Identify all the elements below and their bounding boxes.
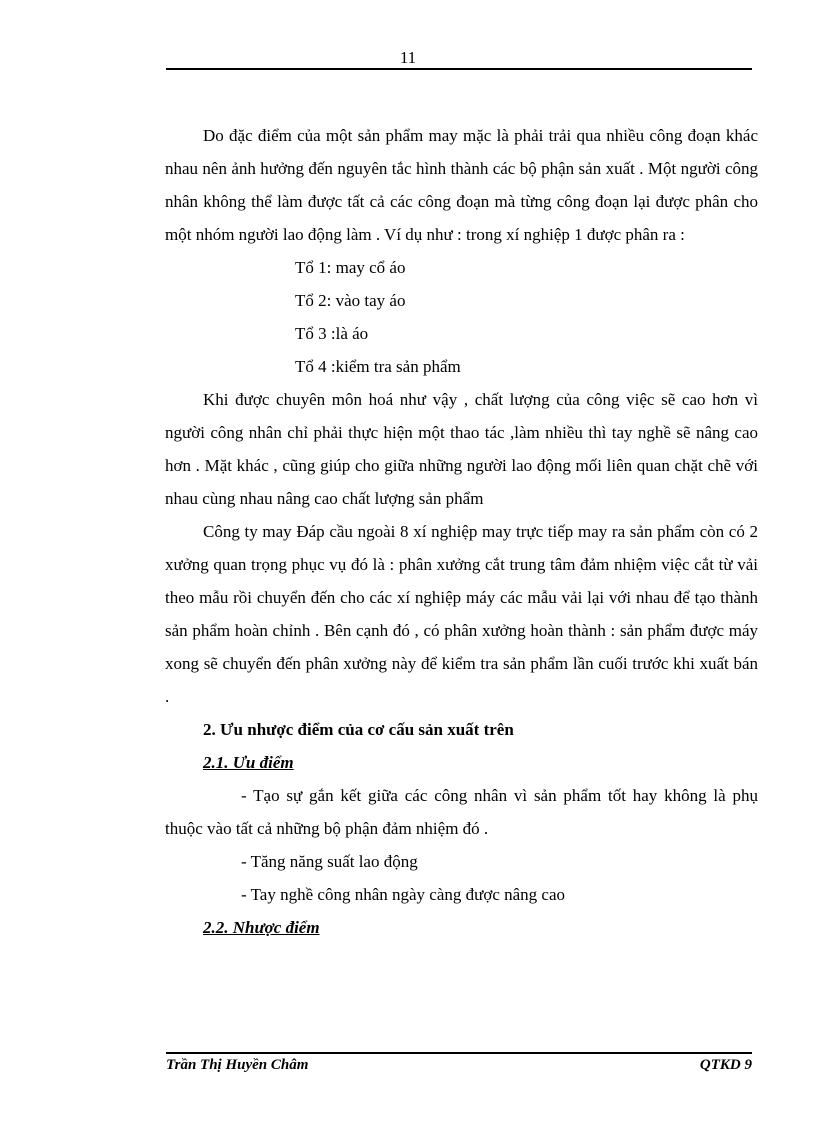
header-rule [166, 68, 752, 70]
paragraph-specialization: Khi được chuyên môn hoá như vậy , chất lượng của công việc sẽ cao hơn vì người công nhân chỉ phải thực hiện một thao tác ,làm nhiều thì tay nghề sẽ nâng cao hơn . Mặt khác , cũng giúp cho giữa những người lao động mối liên quan chặt chẽ với nhau cùng nhau nâng cao chất lượng sản phẩm [165, 390, 758, 508]
advantage-item-2: - Tăng năng suất lao động [241, 852, 418, 871]
team-item-2: Tổ 2: vào tay áo [295, 291, 406, 310]
team-item-3: Tổ 3 :là áo [295, 324, 369, 343]
team-item-1: Tổ 1: may cổ áo [295, 258, 406, 277]
paragraph-company-workshops: Công ty may Đáp cầu ngoài 8 xí nghiệp may trực tiếp may ra sản phẩm còn có 2 xưởng quan trọng phục vụ đó là : phân xưởng cắt trung tâm đảm nhiệm việc cắt từ vải theo mẫu rồi chuyển đến cho các xí nghiệp máy các mẫu vải lại với nhau để tạo thành sản phẩm hoàn chỉnh . Bên cạnh đó , có phân xưởng hoàn thành : sản phẩm được máy xong sẽ chuyển đến phân xưởng này để kiểm tra sản phẩm lần cuối trước khi xuất bán . [165, 522, 758, 706]
paragraph-production-stages: Do đặc điểm của một sản phẩm may mặc là phải trải qua nhiều công đoạn khác nhau nên ảnh hưởng đến nguyên tắc hình thành các bộ phận sản xuất . Một người công nhân không thể làm được tất cả các công đoạn mà từng công đoạn lại được phân cho một nhóm người lao động làm . Ví dụ như : trong xí nghiệp 1 được phân ra : [165, 126, 758, 244]
page-number: 11 [399, 48, 417, 67]
footer-author: Trần Thị Huyền Châm [166, 1057, 309, 1073]
advantage-item-3: - Tay nghề công nhân ngày càng được nâng cao [241, 885, 566, 904]
team-item-4: Tổ 4 :kiểm tra sản phẩm [295, 357, 461, 376]
subheading-disadvantages: 2.2. Nhược điểm [203, 918, 320, 937]
advantage-item-1: - Tạo sự gắn kết giữa các công nhân vì sản phẩm tốt hay không là phụ thuộc vào tất cả những bộ phận đảm nhiệm đó . [165, 786, 758, 838]
footer-class-code: QTKD 9 [699, 1057, 752, 1073]
document-body [165, 119, 758, 944]
section-heading-pros-cons: 2. Ưu nhược điểm của cơ cấu sản xuất trên [203, 720, 514, 739]
footer-rule [166, 1052, 752, 1054]
subheading-advantages: 2.1. Ưu điểm [203, 753, 294, 772]
